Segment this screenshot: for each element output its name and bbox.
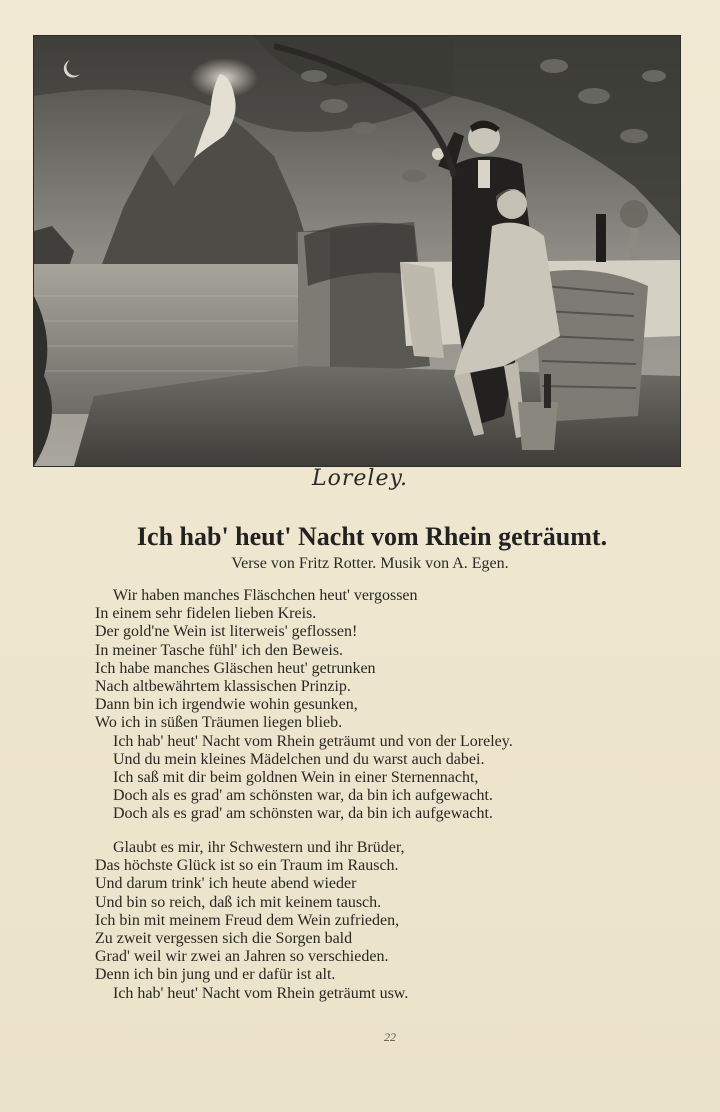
verse-line: Der gold'ne Wein ist literweis' geflossen! — [95, 623, 358, 641]
verse-line: Ich habe manches Gläschen heut' getrunken — [95, 659, 376, 677]
refrain-line: Ich hab' heut' Nacht vom Rhein geträumt und von der Loreley. — [113, 732, 513, 750]
refrain-line: Ich hab' heut' Nacht vom Rhein geträumt usw. — [113, 984, 409, 1002]
verse-line: Und bin so reich, daß ich mit keinem tausch. — [95, 893, 382, 911]
illustration — [34, 36, 680, 466]
verse-line: Dann bin ich irgendwie wohin gesunken, — [95, 696, 358, 714]
refrain-line: Ich saß mit dir beim goldnen Wein in einer Sternennacht, — [113, 769, 479, 787]
song-title: Ich hab' heut' Nacht vom Rhein geträumt. — [136, 522, 608, 551]
refrain-line: Und du mein kleines Mädelchen und du warst auch dabei. — [113, 750, 485, 768]
verse-line: Zu zweit vergessen sich die Sorgen bald — [95, 930, 353, 948]
verse-line: Wo ich in süßen Träumen liegen blieb. — [95, 714, 343, 732]
verse-line: Ich bin mit meinem Freud dem Wein zufrieden, — [95, 911, 400, 929]
refrain-line: Doch als es grad' am schönsten war, da bin ich aufgewacht. — [113, 805, 493, 823]
verse-line: In meiner Tasche fühl' ich den Beweis. — [95, 641, 344, 659]
verse-line: Denn ich bin jung und er dafür ist alt. — [95, 966, 336, 984]
verse-line: Glaubt es mir, ihr Schwestern und ihr Brüder, — [113, 839, 405, 856]
verse-line: Wir haben manches Fläschchen heut' vergossen — [113, 587, 418, 604]
song-credits: Verse von Fritz Rotter. Musik von A. Egen. — [231, 555, 509, 572]
stanza-1 — [95, 587, 665, 824]
loreley-illustration — [34, 36, 680, 466]
refrain-line: Doch als es grad' am schönsten war, da bin ich aufgewacht. — [113, 787, 493, 805]
verse-line: Grad' weil wir zwei an Jahren so verschieden. — [95, 948, 389, 966]
verse-line: In einem sehr fidelen lieben Kreis. — [95, 605, 317, 623]
stanza-2 — [95, 839, 665, 1003]
page-number: 22 — [384, 1030, 396, 1044]
verse-line: Und darum trink' ich heute abend wieder — [95, 875, 357, 893]
illustration-caption: Loreley. — [312, 466, 408, 491]
verse-line: Das höchste Glück ist so ein Traum im Rausch. — [95, 857, 399, 875]
verse-line: Nach altbewährtem klassischen Prinzip. — [95, 678, 351, 696]
